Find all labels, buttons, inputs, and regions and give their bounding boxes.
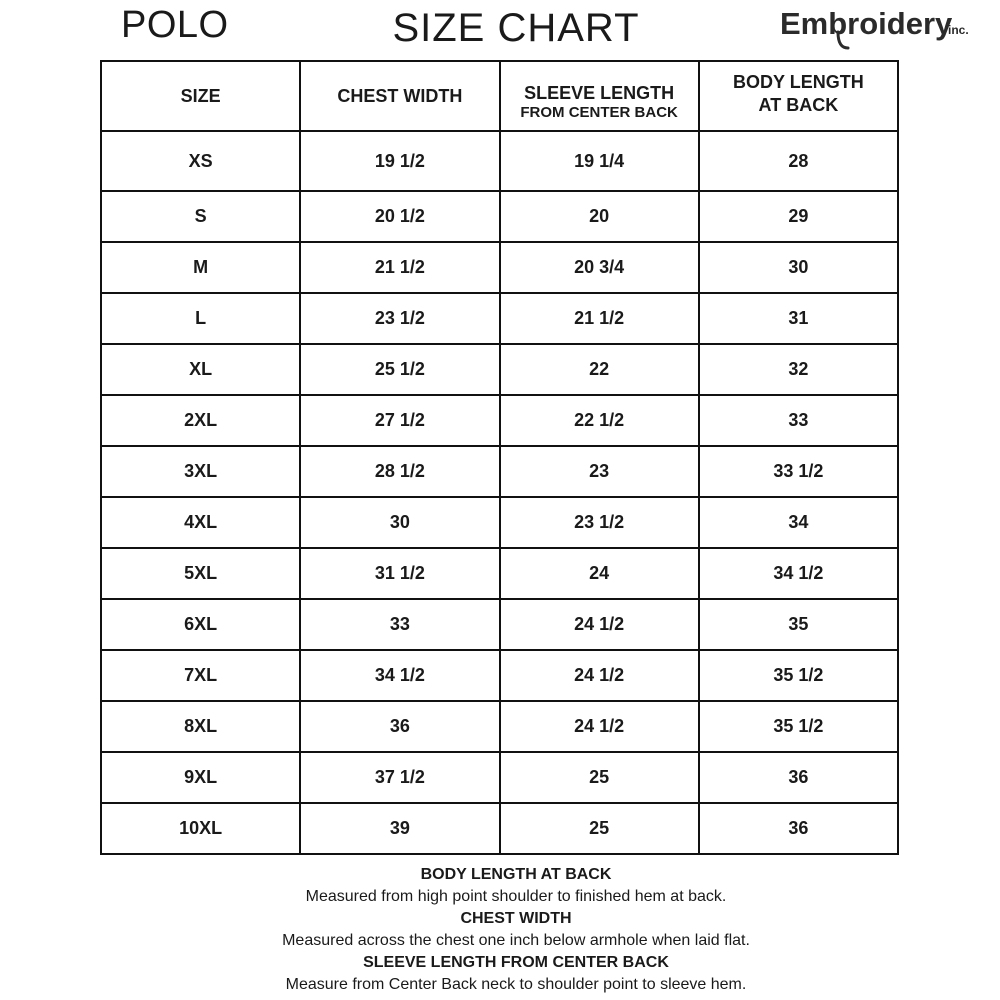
sleeve-length-cell: 24 — [500, 548, 699, 599]
body-length-cell: 36 — [699, 803, 898, 854]
table-row — [101, 191, 898, 242]
brand-name-suffix: inc. — [948, 23, 969, 37]
chest-width-cell: 37 1/2 — [300, 752, 499, 803]
body-length-cell: 35 1/2 — [699, 650, 898, 701]
column-header-sleeve-length — [500, 61, 699, 131]
sleeve-length-cell: 21 1/2 — [500, 293, 699, 344]
note-text: Measured from high point shoulder to finished hem at back. — [305, 888, 727, 905]
sleeve-length-cell: 19 1/4 — [500, 131, 699, 191]
chest-width-cell: 34 1/2 — [300, 650, 499, 701]
body-length-cell: 36 — [699, 752, 898, 803]
table-row — [101, 803, 898, 854]
size-cell: 8XL — [101, 701, 300, 752]
body-length-cell: 28 — [699, 131, 898, 191]
table-row — [101, 701, 898, 752]
table-row — [101, 242, 898, 293]
size-chart-table — [100, 60, 899, 855]
sleeve-length-cell: 25 — [500, 752, 699, 803]
chest-width-cell: 21 1/2 — [300, 242, 499, 293]
body-length-cell: 34 — [699, 497, 898, 548]
column-header-label: BODY LENGTH AT BACK — [733, 72, 864, 115]
size-cell: M — [101, 242, 300, 293]
body-length-cell: 30 — [699, 242, 898, 293]
size-cell: 6XL — [101, 599, 300, 650]
note-heading: SLEEVE LENGTH FROM CENTER BACK — [363, 954, 669, 971]
chest-width-cell: 39 — [300, 803, 499, 854]
column-header-body-length — [699, 61, 898, 131]
size-cell: 2XL — [101, 395, 300, 446]
chest-width-cell: 20 1/2 — [300, 191, 499, 242]
body-length-cell: 32 — [699, 344, 898, 395]
chest-width-cell: 27 1/2 — [300, 395, 499, 446]
body-length-cell: 34 1/2 — [699, 548, 898, 599]
table-row — [101, 548, 898, 599]
table-row — [101, 497, 898, 548]
table-row — [101, 752, 898, 803]
column-header-label: SIZE — [180, 85, 221, 106]
size-cell: 9XL — [101, 752, 300, 803]
body-length-cell: 29 — [699, 191, 898, 242]
note-text: Measured across the chest one inch below armhole when laid flat. — [282, 932, 750, 949]
table-header-row — [101, 61, 898, 131]
size-cell: XL — [101, 344, 300, 395]
sleeve-length-cell: 23 — [500, 446, 699, 497]
sleeve-length-cell: 24 1/2 — [500, 650, 699, 701]
sleeve-length-cell: 20 3/4 — [500, 242, 699, 293]
size-cell: XS — [101, 131, 300, 191]
table-row — [101, 131, 898, 191]
size-cell: 4XL — [101, 497, 300, 548]
body-length-cell: 35 1/2 — [699, 701, 898, 752]
sleeve-length-cell: 22 1/2 — [500, 395, 699, 446]
chest-width-cell: 30 — [300, 497, 499, 548]
sleeve-length-cell: 24 1/2 — [500, 599, 699, 650]
brand-name-main: Embroidery — [780, 6, 953, 41]
size-cell: 5XL — [101, 548, 300, 599]
chest-width-cell: 33 — [300, 599, 499, 650]
embroidery-logo-icon — [778, 2, 983, 52]
chest-width-cell: 19 1/2 — [300, 131, 499, 191]
column-header-label: CHEST WIDTH — [337, 85, 463, 106]
table-row — [101, 395, 898, 446]
sleeve-length-cell: 22 — [500, 344, 699, 395]
note-heading: CHEST WIDTH — [460, 910, 572, 927]
table-row — [101, 344, 898, 395]
size-cell: 7XL — [101, 650, 300, 701]
table-row — [101, 446, 898, 497]
chest-width-cell: 28 1/2 — [300, 446, 499, 497]
product-name: POLO — [121, 4, 229, 46]
chest-width-cell: 31 1/2 — [300, 548, 499, 599]
note-text: Measure from Center Back neck to shoulder point to sleeve hem. — [285, 976, 747, 993]
chest-width-cell: 25 1/2 — [300, 344, 499, 395]
note-heading: BODY LENGTH AT BACK — [420, 866, 612, 883]
chest-width-cell: 23 1/2 — [300, 293, 499, 344]
size-cell: 10XL — [101, 803, 300, 854]
size-cell: 3XL — [101, 446, 300, 497]
sleeve-length-cell: 24 1/2 — [500, 701, 699, 752]
body-length-cell: 33 1/2 — [699, 446, 898, 497]
column-header-chest-width — [300, 61, 499, 131]
column-header-label: SLEEVE LENGTH — [524, 82, 675, 103]
column-header-sublabel: FROM CENTER BACK — [520, 103, 678, 121]
body-length-cell: 33 — [699, 395, 898, 446]
body-length-cell: 31 — [699, 293, 898, 344]
table-row — [101, 293, 898, 344]
body-length-cell: 35 — [699, 599, 898, 650]
sleeve-length-cell: 25 — [500, 803, 699, 854]
brand-logo — [778, 2, 983, 52]
page-title: SIZE CHART — [392, 6, 640, 50]
size-cell: S — [101, 191, 300, 242]
column-header-size — [101, 61, 300, 131]
table-row — [101, 599, 898, 650]
measurement-notes — [0, 864, 1000, 996]
table-row — [101, 650, 898, 701]
sleeve-length-cell: 20 — [500, 191, 699, 242]
size-cell: L — [101, 293, 300, 344]
sleeve-length-cell: 23 1/2 — [500, 497, 699, 548]
chest-width-cell: 36 — [300, 701, 499, 752]
